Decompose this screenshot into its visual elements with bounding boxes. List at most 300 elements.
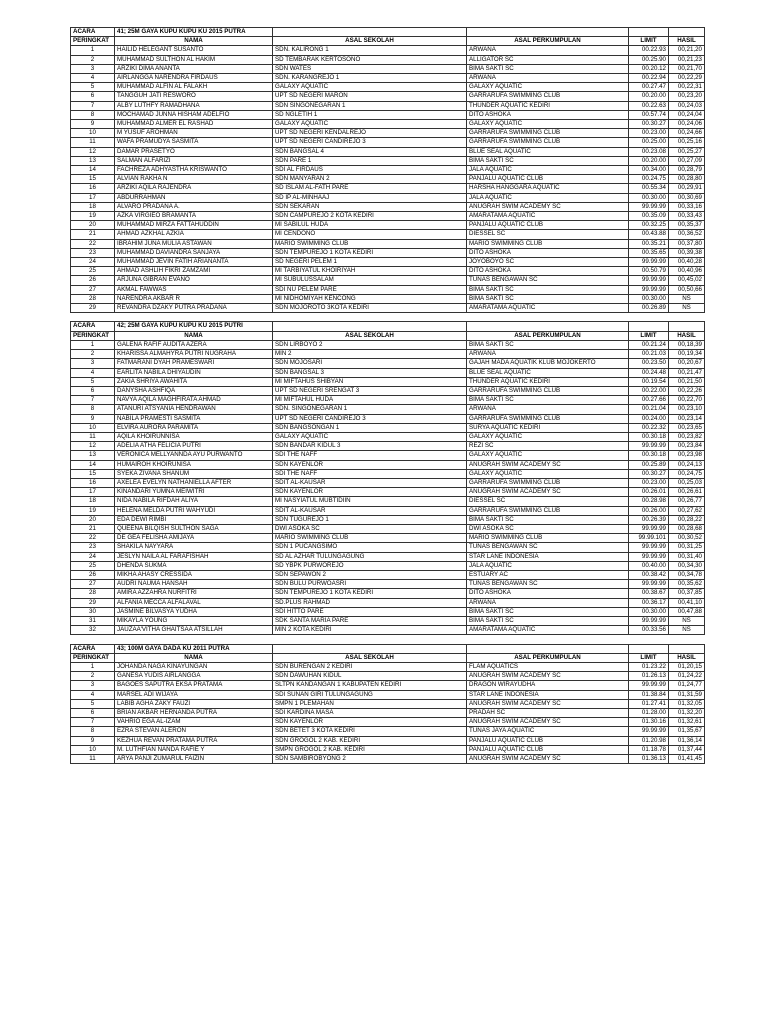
empty-cell [669, 313, 705, 322]
limit-cell: 01.20.98 [629, 736, 669, 745]
limit-cell: 00.30.00 [629, 607, 669, 616]
name-cell: HELENA MELDA PUTRI WAHYUDI [115, 506, 273, 515]
table-row [71, 727, 705, 736]
result-cell: 00,30,52 [669, 534, 705, 543]
limit-cell: 00.28.98 [629, 497, 669, 506]
club-cell: AMARATAMA AQUATIC [467, 304, 629, 313]
table-row [71, 451, 705, 460]
school-cell: UPT SD NEGERI SRENGAT 3 [273, 386, 467, 395]
table-row [71, 120, 705, 129]
rank-cell: 13 [71, 156, 115, 165]
club-cell: DIESSEL SC [467, 497, 629, 506]
table-row [71, 488, 705, 497]
school-cell: SDI THE NAFF [273, 451, 467, 460]
school-cell: SDI NU PELEM PARE [273, 285, 467, 294]
result-cell: 00,31,25 [669, 543, 705, 552]
header-peringkat: PERINGKAT [71, 653, 115, 662]
rank-cell: 2 [71, 55, 115, 64]
rank-cell: 19 [71, 506, 115, 515]
school-cell: SMPN 1 PLEMAHAN [273, 699, 467, 708]
result-cell: 00,35,62 [669, 580, 705, 589]
limit-cell: 01.30.16 [629, 718, 669, 727]
limit-cell: 99.99.99 [629, 258, 669, 267]
club-cell: THUNDER AQUATIC KEDIRI [467, 101, 629, 110]
limit-cell: 00.36.17 [629, 598, 669, 607]
name-cell: ADELIA ATHA FELICIA PUTRI [115, 442, 273, 451]
rank-cell: 6 [71, 92, 115, 101]
limit-cell: 00.26.39 [629, 515, 669, 524]
school-cell: MIN 2 [273, 350, 467, 359]
table-row [71, 350, 705, 359]
school-cell: GALAXY AQUATIC [273, 432, 467, 441]
rank-cell: 23 [71, 248, 115, 257]
club-cell: TUNAS BENGAWAN SC [467, 543, 629, 552]
name-cell: EDA DEWI RIMBI [115, 515, 273, 524]
name-cell: GANESA YUDIS AIRLANGGA [115, 672, 273, 681]
table-row [71, 267, 705, 276]
club-cell: TUNAS BENGAWAN SC [467, 276, 629, 285]
event-title: 42; 25M GAYA KUPU KUPU KU 2015 PUTRI [115, 322, 273, 331]
rank-cell: 24 [71, 552, 115, 561]
table-row [71, 294, 705, 303]
result-cell: 00,24,04 [669, 110, 705, 119]
name-cell: ALVIAN RAKHA N [115, 175, 273, 184]
school-cell: SDN KAYENLOR [273, 460, 467, 469]
school-cell: SDN BULU PURWOASRI [273, 580, 467, 589]
result-cell: 00,25,03 [669, 478, 705, 487]
limit-cell: 00.35.65 [629, 248, 669, 257]
result-cell: 00,21,50 [669, 377, 705, 386]
limit-cell: 00.30.27 [629, 120, 669, 129]
table-row [71, 543, 705, 552]
result-cell: 01,31,59 [669, 690, 705, 699]
result-cell: 00,22,31 [669, 83, 705, 92]
result-cell: 00,27,09 [669, 156, 705, 165]
name-cell: AXELEA EVELYN NATHANIELLA AFTER [115, 478, 273, 487]
table-row [71, 662, 705, 671]
name-cell: MUHAMMAD ALFIN AL FALAKH [115, 83, 273, 92]
school-cell: SDN BANGSAL 3 [273, 368, 467, 377]
result-cell: 00,26,77 [669, 497, 705, 506]
table-row [71, 561, 705, 570]
club-cell: GALAXY AQUATIC [467, 432, 629, 441]
name-cell: ALBY LUTHFY RAMADHANA [115, 101, 273, 110]
table-row [71, 92, 705, 101]
name-cell: ABDURRAHMAN [115, 193, 273, 202]
result-cell: NS [669, 304, 705, 313]
result-cell: 00,21,70 [669, 64, 705, 73]
result-cell: 00,24,75 [669, 469, 705, 478]
school-cell: SDN BANDAR KIDUL 3 [273, 442, 467, 451]
school-cell: SDI KARDINA MASA [273, 709, 467, 718]
table-row [71, 589, 705, 598]
school-cell: SDN MANYARAN 2 [273, 175, 467, 184]
name-cell: AKMAL FAWWAS [115, 285, 273, 294]
rank-cell: 28 [71, 589, 115, 598]
table-row [71, 506, 705, 515]
name-cell: DE GEA FELISHA AMIJAYA [115, 534, 273, 543]
name-cell: REVANDRA DZAKY PUTRA PRADANA [115, 304, 273, 313]
limit-cell: 00.38.67 [629, 589, 669, 598]
result-cell: 00,23,20 [669, 92, 705, 101]
school-cell: SDI AL FIRDAUS [273, 166, 467, 175]
name-cell: AIRLANGGA NARENDRA FIRDAUS [115, 74, 273, 83]
rank-cell: 26 [71, 276, 115, 285]
school-cell: UPT SD NEGERI CANDIREJO 3 [273, 414, 467, 423]
table-row [71, 368, 705, 377]
name-cell: MUHAMMAD JEVIN FATIH ARIANANTA [115, 258, 273, 267]
table-row [71, 709, 705, 718]
rank-cell: 11 [71, 432, 115, 441]
school-cell: SDN MOJOSARI [273, 359, 467, 368]
table-row [71, 414, 705, 423]
limit-cell: 00.20.12 [629, 64, 669, 73]
name-cell: HUMAIROH KHOIRUNISA [115, 460, 273, 469]
result-cell: 00,25,27 [669, 147, 705, 156]
club-cell: ARWANA [467, 74, 629, 83]
table-row [71, 580, 705, 589]
result-cell: 00,40,28 [669, 258, 705, 267]
rank-cell: 12 [71, 147, 115, 156]
limit-cell: 00.23.00 [629, 478, 669, 487]
club-cell: JALA AQUATIC [467, 193, 629, 202]
club-cell: ANUGRAH SWIM ACADEMY SC [467, 488, 629, 497]
limit-cell: 01.28.00 [629, 709, 669, 718]
result-cell: 01,24,77 [669, 681, 705, 690]
limit-cell: 00.30.18 [629, 432, 669, 441]
school-cell: SDN TUGUREJO 1 [273, 515, 467, 524]
club-cell: ALLIGATOR SC [467, 55, 629, 64]
table-row [71, 359, 705, 368]
club-cell: THUNDER AQUATIC KEDIRI [467, 377, 629, 386]
club-cell: GALAXY AQUATIC [467, 451, 629, 460]
table-row [71, 497, 705, 506]
name-cell: NAVYA AQILA MAGHFIRATA AHMAD [115, 396, 273, 405]
limit-cell: 99.99.99 [629, 681, 669, 690]
name-cell: BAGOES SAPUTRA EKSA PRATAMA [115, 681, 273, 690]
name-cell: MUHAMMAD ALMER EL RASHAD [115, 120, 273, 129]
limit-cell: 01.27.41 [629, 699, 669, 708]
limit-cell: 00.26.00 [629, 506, 669, 515]
club-cell: AMARATAMA AQUATIC [467, 212, 629, 221]
empty-cell [669, 28, 705, 37]
rank-cell: 19 [71, 212, 115, 221]
rank-cell: 4 [71, 690, 115, 699]
club-cell: SURYA AQUATIC KEDIRI [467, 423, 629, 432]
table-row [71, 101, 705, 110]
club-cell: DRAGON WIRAYUDHA [467, 681, 629, 690]
result-cell: 01,32,61 [669, 718, 705, 727]
limit-cell: 00.27.47 [629, 83, 669, 92]
result-cell: 00,40,96 [669, 267, 705, 276]
school-cell: SDN BANGSONGAN 1 [273, 423, 467, 432]
school-cell: SDIT AL-KAUSAR [273, 506, 467, 515]
name-cell: JAUZAA'VITHA GHAITSAA ATSILLAH [115, 626, 273, 635]
empty-cell [273, 313, 467, 322]
empty-cell [467, 322, 629, 331]
name-cell: ARYA PANJI ZUMARUL FAIZIN [115, 755, 273, 764]
result-cell: NS [669, 616, 705, 625]
club-cell: GARRARUFA SWIMMING CLUB [467, 138, 629, 147]
club-cell: MARIO SWIMMING CLUB [467, 534, 629, 543]
school-cell: GALAXY AQUATIC [273, 83, 467, 92]
limit-cell: 01.23.22 [629, 662, 669, 671]
club-cell: BIMA SAKTI SC [467, 607, 629, 616]
limit-cell: 00.22.94 [629, 74, 669, 83]
school-cell: SDN. SINGONEGARAN 1 [273, 405, 467, 414]
limit-cell: 00.30.18 [629, 451, 669, 460]
rank-cell: 9 [71, 120, 115, 129]
club-cell: STAR LANE INDONESIA [467, 552, 629, 561]
result-cell: 00,24,66 [669, 129, 705, 138]
rank-cell: 7 [71, 718, 115, 727]
result-cell: 00,28,80 [669, 175, 705, 184]
rank-cell: 27 [71, 285, 115, 294]
rank-cell: 28 [71, 294, 115, 303]
school-cell: SDIT AL-KAUSAR [273, 478, 467, 487]
club-cell: ANUGRAH SWIM ACADEMY SC [467, 672, 629, 681]
club-cell: BIMA SAKTI SC [467, 340, 629, 349]
result-cell: 00,21,20 [669, 46, 705, 55]
name-cell: AQILA KHOIRUNNISA [115, 432, 273, 441]
school-cell: SDN MOJOROTO 3KOTA KEDIRI [273, 304, 467, 313]
limit-cell: 00.50.79 [629, 267, 669, 276]
club-cell: ESTUARY AC [467, 570, 629, 579]
limit-cell: 00.22.93 [629, 46, 669, 55]
result-cell: 00,28,22 [669, 515, 705, 524]
limit-cell: 00.55.34 [629, 184, 669, 193]
table-row [71, 405, 705, 414]
limit-cell: 99.99.99 [629, 552, 669, 561]
rank-cell: 20 [71, 221, 115, 230]
table-row [71, 138, 705, 147]
header-asal-sekolah: ASAL SEKOLAH [273, 653, 467, 662]
result-cell: NS [669, 294, 705, 303]
header-limit: LIMIT [629, 653, 669, 662]
table-row [71, 193, 705, 202]
rank-cell: 24 [71, 258, 115, 267]
rank-cell: 11 [71, 755, 115, 764]
result-cell: 00,22,26 [669, 386, 705, 395]
event-title-row [71, 322, 705, 331]
result-cell: NS [669, 626, 705, 635]
club-cell: STAR LANE INDONESIA [467, 690, 629, 699]
table-row [71, 598, 705, 607]
school-cell: SDN KAYENLOR [273, 488, 467, 497]
table-row [71, 699, 705, 708]
empty-cell [669, 644, 705, 653]
school-cell: SDN WATES [273, 64, 467, 73]
name-cell: DAMAR PRASETYO [115, 147, 273, 156]
header-asal-perkumpulan: ASAL PERKUMPULAN [467, 331, 629, 340]
limit-cell: 99.99.99 [629, 727, 669, 736]
school-cell: SLTPN KANDANGAN 1 KABUPATEN KEDIRI [273, 681, 467, 690]
result-cell: 00,33,43 [669, 212, 705, 221]
limit-cell: 00.21.24 [629, 340, 669, 349]
rank-cell: 30 [71, 607, 115, 616]
limit-cell: 99.99.101 [629, 534, 669, 543]
empty-cell [71, 635, 115, 644]
school-cell: MI SABILUL HUDA [273, 221, 467, 230]
name-cell: M. LUTHFIAN NANDA RAFIE Y [115, 745, 273, 754]
result-cell: 00,21,23 [669, 55, 705, 64]
club-cell: GAJAH MADA AQUATIK KLUB MOJOKERTO [467, 359, 629, 368]
header-nama: NAMA [115, 653, 273, 662]
header-nama: NAMA [115, 37, 273, 46]
limit-cell: 00.22.32 [629, 423, 669, 432]
limit-cell: 00.38.42 [629, 570, 669, 579]
limit-cell: 00.34.00 [629, 166, 669, 175]
results-sheet [70, 27, 705, 764]
school-cell: GALAXY AQUATIC [273, 120, 467, 129]
rank-cell: 21 [71, 524, 115, 533]
table-row [71, 672, 705, 681]
rank-cell: 12 [71, 442, 115, 451]
name-cell: ELVIRA AURORA PARAMITA [115, 423, 273, 432]
name-cell: QUEENA BILQISH SULTHON SAGA [115, 524, 273, 533]
table-row [71, 386, 705, 395]
result-cell: 01,32,05 [669, 699, 705, 708]
club-cell: GARRARUFA SWIMMING CLUB [467, 129, 629, 138]
table-row [71, 239, 705, 248]
table-row [71, 552, 705, 561]
school-cell: SDN. KALIRONG 1 [273, 46, 467, 55]
limit-cell: 00.43.88 [629, 230, 669, 239]
club-cell: ANUGRAH SWIM ACADEMY SC [467, 202, 629, 211]
limit-cell: 00.33.56 [629, 626, 669, 635]
spacer-row [71, 313, 705, 322]
table-row [71, 74, 705, 83]
result-cell: 00,35,37 [669, 221, 705, 230]
school-cell: SDN LIRBOYO 2 [273, 340, 467, 349]
name-cell: AHMAD AZKHAL AZKIA [115, 230, 273, 239]
school-cell: SDN KAYENLOR [273, 718, 467, 727]
empty-cell [273, 644, 467, 653]
school-cell: SDK SANTA MARIA PARE [273, 616, 467, 625]
limit-cell: 00.24.00 [629, 414, 669, 423]
club-cell: GALAXY AQUATIC [467, 469, 629, 478]
name-cell: GALENA RAFIF AUDITA AZERA [115, 340, 273, 349]
header-asal-sekolah: ASAL SEKOLAH [273, 331, 467, 340]
table-row [71, 230, 705, 239]
club-cell: PANJALU AQUATIC CLUB [467, 736, 629, 745]
rank-cell: 5 [71, 377, 115, 386]
name-cell: EARLITA NABILA DHIYAUDIN [115, 368, 273, 377]
name-cell: ARZIKI DIMA ANANTA [115, 64, 273, 73]
header-hasil: HASIL [669, 653, 705, 662]
limit-cell: 00.22.63 [629, 101, 669, 110]
limit-cell: 00.19.54 [629, 377, 669, 386]
result-cell: 01,32,20 [669, 709, 705, 718]
table-row [71, 304, 705, 313]
result-cell: 00,33,16 [669, 202, 705, 211]
name-cell: MUHAMMAD SULTHON AL HAKIM [115, 55, 273, 64]
table-row [71, 221, 705, 230]
rank-cell: 14 [71, 166, 115, 175]
result-cell: 00,37,85 [669, 589, 705, 598]
rank-cell: 8 [71, 405, 115, 414]
table-row [71, 285, 705, 294]
table-row [71, 478, 705, 487]
name-cell: DANYSHA ASHFIQA [115, 386, 273, 395]
rank-cell: 2 [71, 350, 115, 359]
limit-cell: 00.23.00 [629, 129, 669, 138]
school-cell: SDN SINGONEGARAN 1 [273, 101, 467, 110]
rank-cell: 10 [71, 745, 115, 754]
result-cell: 01,37,44 [669, 745, 705, 754]
name-cell: ALFANIA MECCA ALFALAVAL [115, 598, 273, 607]
school-cell: MI CENDONO [273, 230, 467, 239]
name-cell: ATANURI ATSYANIA HENDRAWAN [115, 405, 273, 414]
name-cell: MARSEL ADI WIJAYA [115, 690, 273, 699]
table-row [71, 626, 705, 635]
result-cell: 00,22,70 [669, 396, 705, 405]
name-cell: SYEKA ZIVANA SHANUM [115, 469, 273, 478]
empty-cell [467, 28, 629, 37]
table-row [71, 718, 705, 727]
school-cell: SDN. KARANGREJO 1 [273, 74, 467, 83]
rank-cell: 15 [71, 469, 115, 478]
header-asal-perkumpulan: ASAL PERKUMPULAN [467, 37, 629, 46]
name-cell: ZAKIA SHRIYA AWAHITA [115, 377, 273, 386]
school-cell: SDN SEPAWON 2 [273, 570, 467, 579]
club-cell: JOYOBOYO SC [467, 258, 629, 267]
limit-cell: 00.26.89 [629, 304, 669, 313]
name-cell: LABIB AGHA ZAKY FAUZI [115, 699, 273, 708]
name-cell: ARZIKI AQILA RAJENDRA [115, 184, 273, 193]
result-cell: 00,28,68 [669, 524, 705, 533]
table-row [71, 147, 705, 156]
name-cell: FACHREZA ADHYASTHA KRISWANTO [115, 166, 273, 175]
table-row [71, 690, 705, 699]
school-cell: SDN SEKARAN [273, 202, 467, 211]
result-cell: 00,23,10 [669, 405, 705, 414]
table-row [71, 377, 705, 386]
rank-cell: 6 [71, 386, 115, 395]
rank-cell: 25 [71, 267, 115, 276]
table-row [71, 736, 705, 745]
club-cell: GARRARUFA SWIMMING CLUB [467, 92, 629, 101]
table-row [71, 515, 705, 524]
school-cell: SD NGLETIH 1 [273, 110, 467, 119]
table-row [71, 46, 705, 55]
limit-cell: 00.35.09 [629, 212, 669, 221]
rank-cell: 6 [71, 709, 115, 718]
table-row [71, 745, 705, 754]
club-cell: BIMA SAKTI SC [467, 294, 629, 303]
school-cell: MI MIFTAHUL HUDA [273, 396, 467, 405]
result-cell: 00,34,78 [669, 570, 705, 579]
limit-cell: 99.99.99 [629, 276, 669, 285]
result-cell: 00,26,61 [669, 488, 705, 497]
club-cell: PANJALU AQUATIC CLUB [467, 175, 629, 184]
school-cell: UPT SD NEGERI KENDALREJO [273, 129, 467, 138]
table-row [71, 534, 705, 543]
club-cell: MARIO SWIMMING CLUB [467, 239, 629, 248]
name-cell: ALVARO PRADANA A. [115, 202, 273, 211]
empty-cell [273, 322, 467, 331]
limit-cell: 01.18.78 [629, 745, 669, 754]
empty-cell [669, 322, 705, 331]
club-cell: ARWANA [467, 598, 629, 607]
school-cell: SD.PLUS RAHMAD [273, 598, 467, 607]
school-cell: SDN SAMBIROBYONG 2 [273, 755, 467, 764]
empty-cell [669, 635, 705, 644]
name-cell: WAFA PRAMUDYA SASMITA [115, 138, 273, 147]
limit-cell: 00.26.01 [629, 488, 669, 497]
result-cell: 01,24,22 [669, 672, 705, 681]
rank-cell: 17 [71, 488, 115, 497]
